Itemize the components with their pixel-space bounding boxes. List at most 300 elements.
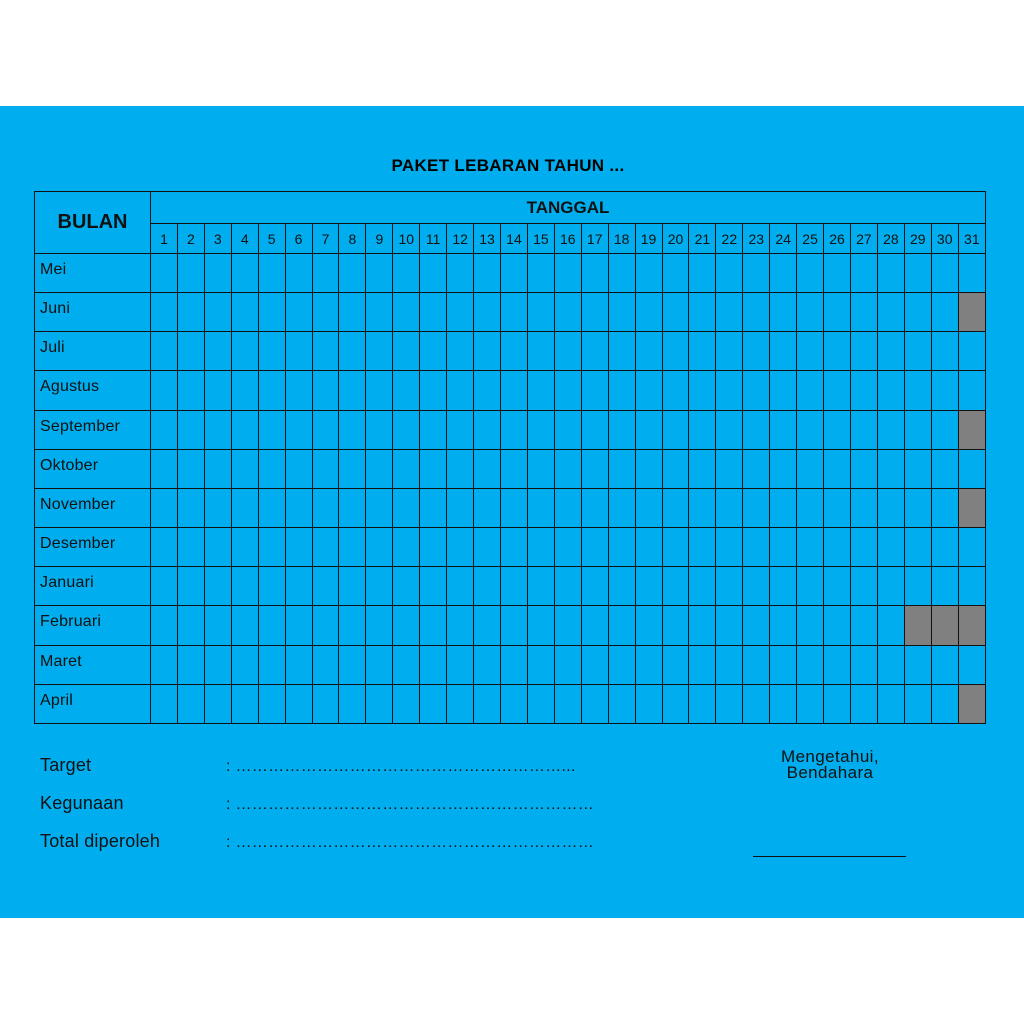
day-cell[interactable] [177, 488, 204, 527]
day-cell[interactable] [797, 684, 824, 723]
day-cell[interactable] [393, 371, 420, 410]
total-diperoleh-dotted-line[interactable]: : ………………………………………………………… [226, 834, 595, 851]
day-cell[interactable] [689, 606, 716, 645]
day-cell[interactable] [447, 606, 474, 645]
day-cell[interactable] [554, 488, 581, 527]
day-cell[interactable] [339, 332, 366, 371]
day-cell[interactable] [500, 606, 527, 645]
day-cell[interactable] [824, 606, 851, 645]
day-cell[interactable] [285, 684, 312, 723]
day-cell[interactable] [850, 410, 877, 449]
day-cell[interactable] [797, 254, 824, 293]
day-cell[interactable] [904, 449, 931, 488]
day-cell[interactable] [231, 371, 258, 410]
day-cell[interactable] [554, 449, 581, 488]
day-cell[interactable] [393, 684, 420, 723]
day-cell[interactable] [447, 332, 474, 371]
day-cell[interactable] [797, 410, 824, 449]
day-cell[interactable] [958, 528, 985, 567]
day-cell[interactable] [177, 410, 204, 449]
day-cell[interactable] [635, 684, 662, 723]
day-cell[interactable] [285, 371, 312, 410]
day-cell[interactable] [608, 528, 635, 567]
day-cell[interactable] [151, 606, 178, 645]
day-cell[interactable] [177, 606, 204, 645]
day-cell[interactable] [500, 371, 527, 410]
day-cell[interactable] [635, 254, 662, 293]
day-cell[interactable] [716, 410, 743, 449]
day-cell[interactable] [420, 488, 447, 527]
day-cell[interactable] [689, 410, 716, 449]
day-cell[interactable] [958, 449, 985, 488]
day-cell[interactable] [581, 567, 608, 606]
day-cell[interactable] [420, 293, 447, 332]
day-cell[interactable] [339, 371, 366, 410]
day-cell[interactable] [743, 449, 770, 488]
day-cell[interactable] [474, 606, 501, 645]
day-cell[interactable] [231, 684, 258, 723]
day-cell[interactable] [716, 332, 743, 371]
day-cell[interactable] [931, 449, 958, 488]
day-cell[interactable] [393, 410, 420, 449]
day-cell[interactable] [231, 567, 258, 606]
day-cell[interactable] [420, 606, 447, 645]
day-cell[interactable] [662, 254, 689, 293]
day-cell[interactable] [770, 449, 797, 488]
day-cell[interactable] [824, 684, 851, 723]
day-cell[interactable] [258, 293, 285, 332]
day-cell[interactable] [716, 371, 743, 410]
day-cell[interactable] [877, 293, 904, 332]
day-cell[interactable] [824, 332, 851, 371]
day-cell[interactable] [770, 488, 797, 527]
day-cell[interactable] [447, 293, 474, 332]
day-cell[interactable] [743, 293, 770, 332]
day-cell[interactable] [366, 488, 393, 527]
day-cell[interactable] [635, 449, 662, 488]
day-cell[interactable] [204, 332, 231, 371]
day-cell[interactable] [797, 528, 824, 567]
day-cell[interactable] [877, 254, 904, 293]
day-cell[interactable] [581, 254, 608, 293]
day-cell[interactable] [366, 645, 393, 684]
day-cell[interactable] [447, 254, 474, 293]
day-cell[interactable] [285, 254, 312, 293]
day-cell[interactable] [850, 254, 877, 293]
day-cell[interactable] [312, 684, 339, 723]
day-cell[interactable] [312, 293, 339, 332]
day-cell[interactable] [581, 684, 608, 723]
day-cell[interactable] [581, 410, 608, 449]
day-cell[interactable] [474, 567, 501, 606]
day-cell[interactable] [608, 410, 635, 449]
day-cell[interactable] [285, 449, 312, 488]
day-cell[interactable] [258, 332, 285, 371]
day-cell[interactable] [689, 449, 716, 488]
day-cell[interactable] [447, 410, 474, 449]
day-cell[interactable] [151, 449, 178, 488]
day-cell[interactable] [635, 410, 662, 449]
day-cell[interactable] [258, 645, 285, 684]
day-cell[interactable] [770, 645, 797, 684]
day-cell[interactable] [177, 254, 204, 293]
day-cell[interactable] [877, 371, 904, 410]
day-cell[interactable] [581, 488, 608, 527]
day-cell[interactable] [366, 371, 393, 410]
day-cell[interactable] [904, 293, 931, 332]
day-cell[interactable] [904, 488, 931, 527]
day-cell[interactable] [797, 332, 824, 371]
day-cell[interactable] [635, 488, 662, 527]
day-cell[interactable] [500, 645, 527, 684]
day-cell[interactable] [204, 371, 231, 410]
day-cell[interactable] [339, 645, 366, 684]
day-cell[interactable] [824, 449, 851, 488]
day-cell[interactable] [743, 645, 770, 684]
day-cell[interactable] [420, 254, 447, 293]
day-cell[interactable] [500, 488, 527, 527]
day-cell[interactable] [662, 371, 689, 410]
day-cell[interactable] [151, 254, 178, 293]
day-cell[interactable] [339, 488, 366, 527]
day-cell[interactable] [877, 488, 904, 527]
day-cell[interactable] [931, 645, 958, 684]
day-cell[interactable] [420, 332, 447, 371]
day-cell[interactable] [420, 371, 447, 410]
day-cell[interactable] [635, 293, 662, 332]
day-cell[interactable] [635, 567, 662, 606]
day-cell[interactable] [393, 293, 420, 332]
day-cell[interactable] [904, 371, 931, 410]
day-cell[interactable] [447, 371, 474, 410]
day-cell[interactable] [231, 449, 258, 488]
day-cell[interactable] [770, 606, 797, 645]
day-cell[interactable] [770, 332, 797, 371]
day-cell[interactable] [177, 528, 204, 567]
day-cell[interactable] [177, 684, 204, 723]
day-cell[interactable] [527, 371, 554, 410]
day-cell[interactable] [635, 606, 662, 645]
day-cell[interactable] [850, 332, 877, 371]
day-cell[interactable] [877, 645, 904, 684]
day-cell[interactable] [339, 684, 366, 723]
day-cell[interactable] [608, 293, 635, 332]
day-cell[interactable] [258, 410, 285, 449]
day-cell[interactable] [312, 567, 339, 606]
day-cell[interactable] [420, 567, 447, 606]
day-cell[interactable] [554, 332, 581, 371]
day-cell[interactable] [527, 606, 554, 645]
day-cell[interactable] [824, 645, 851, 684]
target-dotted-line[interactable]: : ……………………………………………………... [226, 758, 576, 775]
day-cell[interactable] [447, 684, 474, 723]
day-cell[interactable] [608, 567, 635, 606]
day-cell[interactable] [662, 567, 689, 606]
day-cell[interactable] [312, 332, 339, 371]
day-cell[interactable] [662, 449, 689, 488]
day-cell[interactable] [177, 645, 204, 684]
day-cell[interactable] [770, 410, 797, 449]
day-cell[interactable] [904, 684, 931, 723]
day-cell[interactable] [366, 528, 393, 567]
day-cell[interactable] [931, 254, 958, 293]
day-cell[interactable] [743, 606, 770, 645]
day-cell[interactable] [420, 645, 447, 684]
day-cell[interactable] [527, 488, 554, 527]
day-cell[interactable] [393, 449, 420, 488]
day-cell[interactable] [743, 567, 770, 606]
day-cell[interactable] [204, 293, 231, 332]
day-cell[interactable] [850, 645, 877, 684]
day-cell[interactable] [850, 293, 877, 332]
day-cell[interactable] [554, 254, 581, 293]
day-cell[interactable] [850, 567, 877, 606]
day-cell[interactable] [662, 332, 689, 371]
day-cell[interactable] [635, 332, 662, 371]
day-cell[interactable] [474, 371, 501, 410]
day-cell[interactable] [204, 528, 231, 567]
day-cell[interactable] [312, 645, 339, 684]
day-cell[interactable] [393, 645, 420, 684]
day-cell[interactable] [770, 528, 797, 567]
day-cell[interactable] [474, 684, 501, 723]
day-cell[interactable] [500, 410, 527, 449]
day-cell[interactable] [554, 293, 581, 332]
day-cell[interactable] [716, 488, 743, 527]
day-cell[interactable] [904, 645, 931, 684]
day-cell[interactable] [420, 528, 447, 567]
day-cell[interactable] [527, 254, 554, 293]
day-cell[interactable] [581, 645, 608, 684]
day-cell[interactable] [824, 410, 851, 449]
day-cell[interactable] [151, 528, 178, 567]
day-cell[interactable] [339, 293, 366, 332]
day-cell[interactable] [366, 606, 393, 645]
day-cell[interactable] [689, 488, 716, 527]
day-cell[interactable] [824, 528, 851, 567]
day-cell[interactable] [554, 567, 581, 606]
day-cell[interactable] [608, 332, 635, 371]
day-cell[interactable] [500, 528, 527, 567]
day-cell[interactable] [797, 606, 824, 645]
day-cell[interactable] [258, 528, 285, 567]
day-cell[interactable] [554, 528, 581, 567]
day-cell[interactable] [474, 332, 501, 371]
day-cell[interactable] [958, 332, 985, 371]
day-cell[interactable] [420, 684, 447, 723]
day-cell[interactable] [231, 528, 258, 567]
day-cell[interactable] [850, 488, 877, 527]
day-cell[interactable] [797, 488, 824, 527]
day-cell[interactable] [716, 449, 743, 488]
day-cell[interactable] [312, 488, 339, 527]
day-cell[interactable] [689, 371, 716, 410]
day-cell[interactable] [231, 332, 258, 371]
day-cell[interactable] [474, 449, 501, 488]
day-cell[interactable] [554, 684, 581, 723]
day-cell[interactable] [689, 645, 716, 684]
day-cell[interactable] [204, 645, 231, 684]
day-cell[interactable] [743, 254, 770, 293]
day-cell[interactable] [204, 254, 231, 293]
day-cell[interactable] [581, 332, 608, 371]
day-cell[interactable] [312, 410, 339, 449]
day-cell[interactable] [877, 528, 904, 567]
day-cell[interactable] [554, 645, 581, 684]
day-cell[interactable] [393, 606, 420, 645]
day-cell[interactable] [770, 371, 797, 410]
day-cell[interactable] [581, 528, 608, 567]
day-cell[interactable] [151, 293, 178, 332]
day-cell[interactable] [662, 488, 689, 527]
day-cell[interactable] [366, 410, 393, 449]
day-cell[interactable] [662, 528, 689, 567]
day-cell[interactable] [366, 254, 393, 293]
day-cell[interactable] [958, 254, 985, 293]
day-cell[interactable] [500, 293, 527, 332]
day-cell[interactable] [743, 410, 770, 449]
day-cell[interactable] [151, 488, 178, 527]
day-cell[interactable] [204, 684, 231, 723]
day-cell[interactable] [258, 684, 285, 723]
day-cell[interactable] [662, 410, 689, 449]
day-cell[interactable] [824, 488, 851, 527]
day-cell[interactable] [204, 410, 231, 449]
day-cell[interactable] [958, 645, 985, 684]
day-cell[interactable] [447, 645, 474, 684]
day-cell[interactable] [689, 567, 716, 606]
day-cell[interactable] [689, 332, 716, 371]
day-cell[interactable] [608, 488, 635, 527]
day-cell[interactable] [877, 567, 904, 606]
day-cell[interactable] [904, 528, 931, 567]
day-cell[interactable] [662, 606, 689, 645]
day-cell[interactable] [581, 449, 608, 488]
day-cell[interactable] [554, 410, 581, 449]
day-cell[interactable] [204, 606, 231, 645]
day-cell[interactable] [689, 293, 716, 332]
day-cell[interactable] [797, 567, 824, 606]
day-cell[interactable] [258, 567, 285, 606]
day-cell[interactable] [931, 488, 958, 527]
day-cell[interactable] [770, 293, 797, 332]
day-cell[interactable] [312, 449, 339, 488]
day-cell[interactable] [258, 371, 285, 410]
day-cell[interactable] [904, 254, 931, 293]
day-cell[interactable] [285, 528, 312, 567]
day-cell[interactable] [258, 488, 285, 527]
day-cell[interactable] [743, 528, 770, 567]
day-cell[interactable] [877, 606, 904, 645]
day-cell[interactable] [608, 606, 635, 645]
day-cell[interactable] [797, 645, 824, 684]
day-cell[interactable] [608, 449, 635, 488]
day-cell[interactable] [151, 371, 178, 410]
day-cell[interactable] [177, 371, 204, 410]
day-cell[interactable] [689, 254, 716, 293]
day-cell[interactable] [285, 645, 312, 684]
day-cell[interactable] [177, 449, 204, 488]
day-cell[interactable] [474, 254, 501, 293]
day-cell[interactable] [931, 684, 958, 723]
day-cell[interactable] [339, 254, 366, 293]
day-cell[interactable] [527, 332, 554, 371]
day-cell[interactable] [770, 254, 797, 293]
day-cell[interactable] [500, 449, 527, 488]
day-cell[interactable] [958, 371, 985, 410]
day-cell[interactable] [447, 488, 474, 527]
day-cell[interactable] [581, 371, 608, 410]
day-cell[interactable] [824, 567, 851, 606]
day-cell[interactable] [500, 684, 527, 723]
day-cell[interactable] [366, 332, 393, 371]
day-cell[interactable] [662, 293, 689, 332]
day-cell[interactable] [824, 371, 851, 410]
day-cell[interactable] [339, 449, 366, 488]
day-cell[interactable] [339, 567, 366, 606]
day-cell[interactable] [500, 567, 527, 606]
day-cell[interactable] [716, 567, 743, 606]
day-cell[interactable] [151, 410, 178, 449]
day-cell[interactable] [231, 606, 258, 645]
day-cell[interactable] [474, 410, 501, 449]
day-cell[interactable] [393, 332, 420, 371]
day-cell[interactable] [635, 528, 662, 567]
day-cell[interactable] [500, 254, 527, 293]
day-cell[interactable] [958, 567, 985, 606]
day-cell[interactable] [474, 488, 501, 527]
day-cell[interactable] [285, 410, 312, 449]
day-cell[interactable] [258, 254, 285, 293]
day-cell[interactable] [608, 645, 635, 684]
day-cell[interactable] [312, 606, 339, 645]
day-cell[interactable] [500, 332, 527, 371]
day-cell[interactable] [527, 449, 554, 488]
day-cell[interactable] [850, 606, 877, 645]
day-cell[interactable] [151, 645, 178, 684]
day-cell[interactable] [393, 488, 420, 527]
day-cell[interactable] [393, 567, 420, 606]
day-cell[interactable] [231, 645, 258, 684]
day-cell[interactable] [177, 567, 204, 606]
day-cell[interactable] [743, 371, 770, 410]
day-cell[interactable] [285, 293, 312, 332]
day-cell[interactable] [850, 371, 877, 410]
day-cell[interactable] [581, 293, 608, 332]
day-cell[interactable] [635, 371, 662, 410]
day-cell[interactable] [231, 254, 258, 293]
day-cell[interactable] [904, 567, 931, 606]
day-cell[interactable] [877, 410, 904, 449]
day-cell[interactable] [447, 567, 474, 606]
day-cell[interactable] [931, 528, 958, 567]
day-cell[interactable] [366, 684, 393, 723]
day-cell[interactable] [850, 684, 877, 723]
day-cell[interactable] [527, 293, 554, 332]
day-cell[interactable] [151, 567, 178, 606]
day-cell[interactable] [258, 449, 285, 488]
day-cell[interactable] [151, 684, 178, 723]
day-cell[interactable] [716, 528, 743, 567]
day-cell[interactable] [393, 528, 420, 567]
day-cell[interactable] [608, 371, 635, 410]
day-cell[interactable] [339, 528, 366, 567]
day-cell[interactable] [231, 293, 258, 332]
day-cell[interactable] [231, 410, 258, 449]
day-cell[interactable] [797, 293, 824, 332]
day-cell[interactable] [689, 684, 716, 723]
day-cell[interactable] [312, 528, 339, 567]
